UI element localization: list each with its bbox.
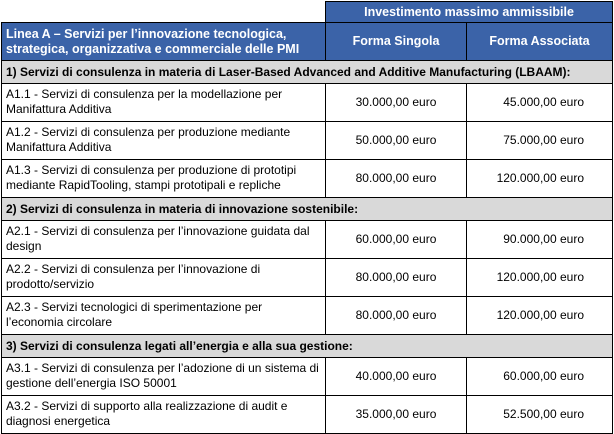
table-row (2, 160, 613, 198)
amount-associated: 60.000,00 euro (467, 358, 613, 396)
service-description: A1.2 - Servizi di consulenza per produzione mediante Manifattura Additiva (2, 122, 326, 160)
service-description: A2.3 - Servizi tecnologici di sperimentazione per l’economia circolare (2, 297, 326, 335)
table-row (2, 358, 613, 396)
amount-associated: 90.000,00 euro (467, 221, 613, 259)
line-title: Linea A – Servizi per l’innovazione tecnologica, strategica, organizzativa e commerciale delle PMI (2, 23, 326, 61)
header-row-columns (2, 23, 613, 61)
service-description: A1.3 - Servizi di consulenza per produzione di prototipi mediante RapidTooling, stampi prototipali e repliche (2, 160, 326, 198)
amount-associated: 75.000,00 euro (467, 122, 613, 160)
investment-table (1, 1, 613, 434)
amount-single: 50.000,00 euro (326, 122, 467, 160)
amount-single: 80.000,00 euro (326, 160, 467, 198)
table-row (2, 396, 613, 434)
section-row (2, 198, 613, 221)
service-description: A3.2 - Servizi di supporto alla realizzazione di audit e diagnosi energetica (2, 396, 326, 434)
table-row (2, 297, 613, 335)
col-single-header: Forma Singola (326, 23, 467, 61)
amount-single: 80.000,00 euro (326, 297, 467, 335)
amount-single: 35.000,00 euro (326, 396, 467, 434)
service-description: A3.1 - Servizi di consulenza per l’adozione di un sistema di gestione dell’energia ISO 50001 (2, 358, 326, 396)
col-associated-header: Forma Associata (467, 23, 613, 61)
table-row (2, 84, 613, 122)
section-row (2, 61, 613, 84)
service-description: A2.1 - Servizi di consulenza per l’innovazione guidata dal design (2, 221, 326, 259)
amount-associated: 120.000,00 euro (467, 297, 613, 335)
service-description: A2.2 - Servizi di consulenza per l’innovazione di prodotto/servizio (2, 259, 326, 297)
table-row (2, 259, 613, 297)
table-row (2, 221, 613, 259)
investment-title: Investimento massimo ammissibile (326, 2, 613, 23)
service-description: A1.1 - Servizi di consulenza per la modellazione per Manifattura Additiva (2, 84, 326, 122)
section-row (2, 335, 613, 358)
amount-associated: 120.000,00 euro (467, 160, 613, 198)
section-title: 1) Servizi di consulenza in materia di Laser-Based Advanced and Additive Manufacturing (LBAAM): (2, 61, 613, 84)
amount-associated: 120.000,00 euro (467, 259, 613, 297)
section-title: 3) Servizi di consulenza legati all’energia e alla sua gestione: (2, 335, 613, 358)
table-row (2, 122, 613, 160)
amount-associated: 45.000,00 euro (467, 84, 613, 122)
header-empty-cell (2, 2, 326, 23)
amount-single: 60.000,00 euro (326, 221, 467, 259)
amount-associated: 52.500,00 euro (467, 396, 613, 434)
section-title: 2) Servizi di consulenza in materia di innovazione sostenibile: (2, 198, 613, 221)
header-row-top (2, 2, 613, 23)
amount-single: 80.000,00 euro (326, 259, 467, 297)
amount-single: 40.000,00 euro (326, 358, 467, 396)
amount-single: 30.000,00 euro (326, 84, 467, 122)
